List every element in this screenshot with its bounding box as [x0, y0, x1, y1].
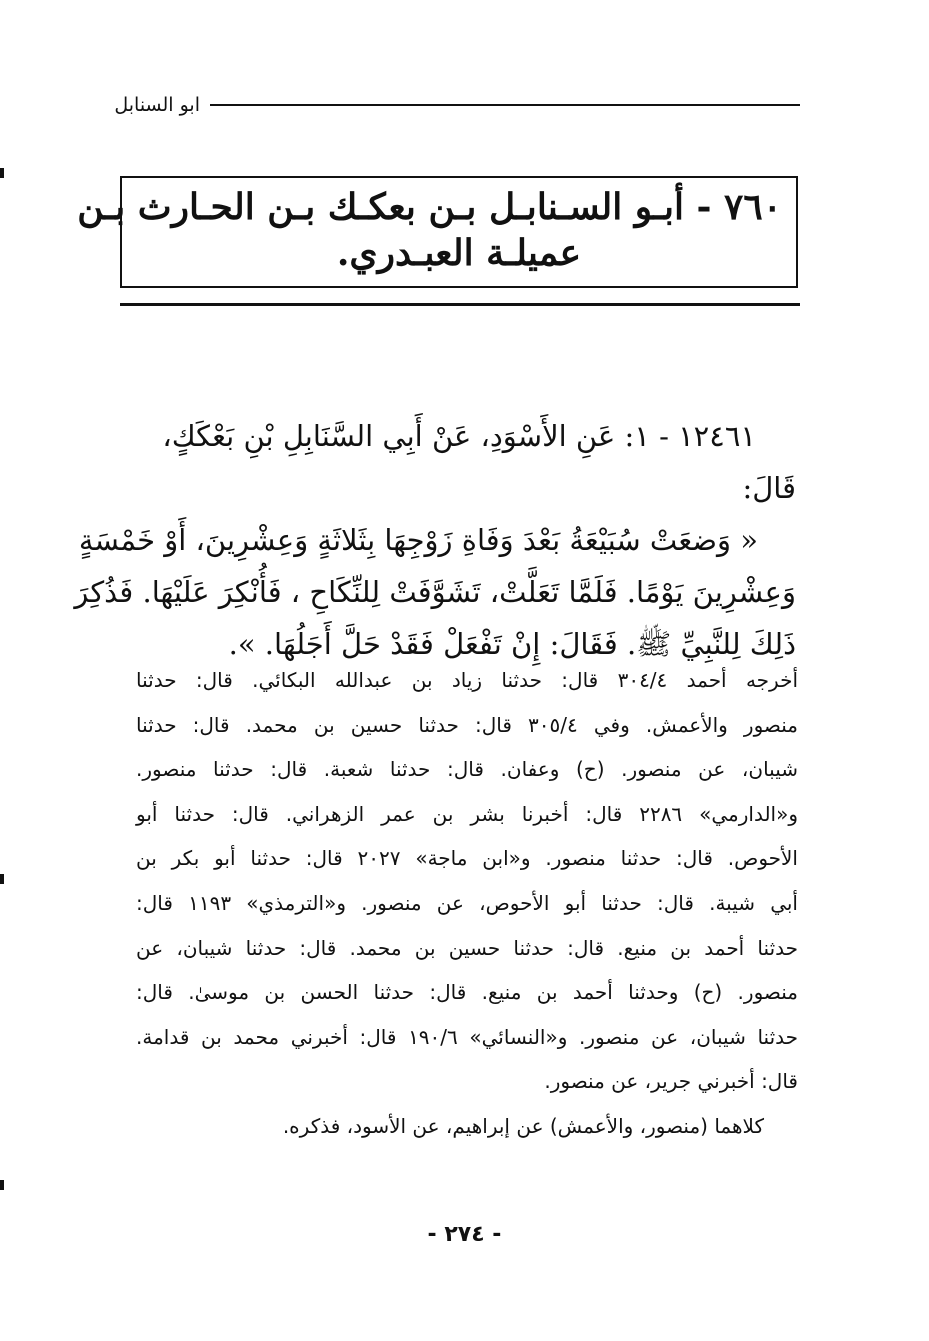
page-number: - ٢٧٤ - [427, 1222, 502, 1247]
takhrij-line: حدثنا أحمد بن منيع. قال: حدثنا حسين بن محمد. قال: حدثنا شيبان، عن [136, 935, 798, 960]
running-head-rule [210, 104, 800, 106]
running-head-title: ابو السنابل [114, 94, 200, 116]
takhrij-footnote [136, 658, 798, 1149]
entry-heading-line-1: ٧٦٠ - أبـو السـنابـل بـن بعكـك بـن الحـارث بـن [77, 186, 782, 228]
takhrij-line: أخرجه أحمد ٣٠٤/٤ قال: حدثنا زياد بن عبدالله البكائي. قال: حدثنا [136, 668, 798, 692]
hadith-matn-line: « وَضعَتْ سُبَيْعَةُ بَعْدَ وَفَاةِ زَوْجِهَا بِثَلاثَةٍ وَعِشْرِينَ، أَوْ خَمْسَةٍ [78, 523, 758, 557]
takhrij-line: منصور. (ح) وحدثنا أحمد بن منيع. قال: حدثنا الحسن بن موسىٰ. قال: [136, 980, 798, 1005]
takhrij-closing-line: كلاهما (منصور، والأعمش) عن إبراهيم، عن الأسود، فذكره. [282, 1113, 764, 1138]
entry-heading-rule [120, 303, 800, 306]
takhrij-line: الأحوص. قال: حدثنا منصور. و«ابن ماجة» ٢٠٢٧ قال: حدثنا أبو بكر بن [136, 846, 798, 871]
takhrij-line: حدثنا شيبان، عن منصور. و«النسائي» ١٩٠/٦ قال: أخبرني محمد بن قدامة. [136, 1024, 799, 1049]
hadith-qal-line: قَالَ: [742, 471, 796, 505]
hadith-matn-line: وَعِشْرِينَ يَوْمًا. فَلَمَّا تَعَلَّتْ، تَشَوَّفَتْ لِلنِّكَاحِ ، فَأُنْكِرَ عَلَيْهَا. فَذُكِرَ [74, 575, 796, 609]
takhrij-line: قال: أخبرني جرير، عن منصور. [544, 1069, 798, 1094]
running-head [114, 94, 800, 120]
scan-edge-mark [0, 874, 4, 884]
takhrij-line: أبي شيبة. قال: حدثنا أبو الأحوص، عن منصور. و«الترمذي» ١١٩٣ قال: [136, 890, 798, 915]
entry-heading-box [77, 176, 798, 288]
takhrij-line: و«الدارمي» ٢٢٨٦ قال: أخبرنا بشر بن عمر الزهراني. قال: حدثنا أبو [136, 801, 798, 826]
takhrij-line: منصور والأعمش. وفي ٣٠٥/٤ قال: حدثنا حسين بن محمد. قال: حدثنا [136, 712, 798, 737]
takhrij-line: شيبان، عن منصور. (ح) وعفان. قال: حدثنا شعبة. قال: حدثنا منصور. [136, 757, 798, 782]
scan-edge-mark [0, 1180, 4, 1190]
hadith-number-line: ١٢٤٦١ - ١: عَنِ الأَسْوَدِ، عَنْ أَبِي السَّنَابِلِ بْنِ بَعْكَكٍ، [162, 419, 756, 453]
hadith-matn-line: ذَلِكَ لِلنَّبِيِّ ﷺ. فَقَالَ: إِنْ تَفْعَلْ فَقَدْ حَلَّ أَجَلُهَا. ». [228, 627, 796, 661]
entry-heading-line-2: عميلـة العبـدري. [336, 232, 582, 274]
scan-edge-mark [0, 168, 4, 178]
hadith-text [74, 410, 796, 670]
